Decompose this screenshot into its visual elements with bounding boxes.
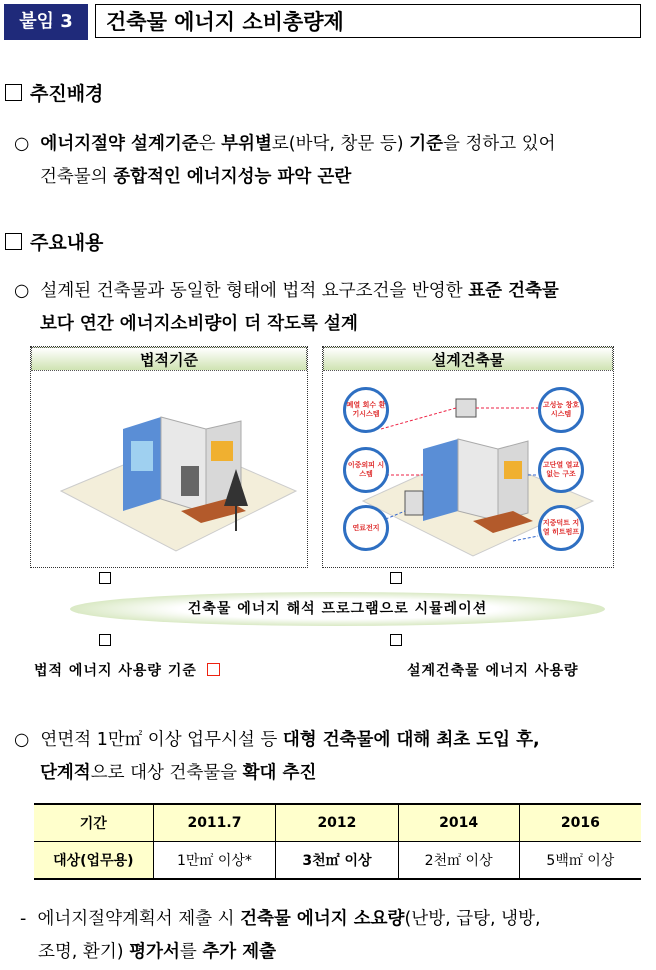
text-bold: 평가서 bbox=[129, 942, 180, 962]
heat-recovery-icon bbox=[343, 387, 389, 433]
text-bold: 기준 bbox=[409, 134, 444, 154]
icon-label: 고성능 창호시스템 bbox=[542, 401, 580, 418]
background-paragraph bbox=[14, 128, 644, 194]
legal-energy-label bbox=[34, 660, 220, 680]
table-cell: 5백㎡ 이상 bbox=[519, 842, 641, 880]
text-bold: 표준 건축물 bbox=[468, 281, 559, 301]
text-bold: 대형 건축물에 대해 최초 도입 후, bbox=[282, 730, 540, 750]
placeholder-box-icon bbox=[390, 572, 402, 584]
text: 에너지절약계획서 제출 시 bbox=[37, 909, 241, 929]
panel-title: 법적기준 bbox=[31, 347, 307, 371]
double-skin-icon bbox=[343, 447, 389, 493]
panel-title: 설계건축물 bbox=[323, 347, 613, 371]
icon-label: 연료전지 bbox=[352, 523, 380, 532]
text: 건축물의 bbox=[40, 167, 114, 187]
submission-paragraph bbox=[20, 903, 646, 969]
dash-mark: - bbox=[20, 909, 27, 929]
placeholder-box-icon bbox=[99, 572, 111, 584]
table-header-row bbox=[34, 804, 641, 842]
placeholder-box-icon bbox=[99, 634, 111, 646]
design-energy-label: 설계건축물 에너지 사용량 bbox=[407, 663, 579, 679]
text: 조명, 환기) bbox=[38, 942, 130, 962]
text-bold: 부위별 bbox=[221, 134, 272, 154]
table-cell: 2011.7 bbox=[153, 804, 276, 842]
legal-standard-panel bbox=[30, 346, 308, 568]
text-bold: 확대 추진 bbox=[242, 763, 317, 783]
section-title: 추진배경 bbox=[30, 83, 104, 105]
text: 을 정하고 있어 bbox=[443, 134, 556, 154]
table-row bbox=[34, 842, 641, 880]
red-box-icon bbox=[207, 663, 220, 676]
text-bold: 단계적 bbox=[40, 763, 91, 783]
insulation-icon bbox=[538, 447, 584, 493]
checkbox-square-icon bbox=[5, 233, 22, 250]
text: 으로 대상 건축물을 bbox=[90, 763, 243, 783]
section-title: 주요내용 bbox=[30, 232, 104, 254]
icon-label: 고단열 열교 없는 구조 bbox=[542, 461, 580, 478]
table-cell: 2012 bbox=[276, 804, 398, 842]
table-cell: 대상(업무용) bbox=[34, 842, 153, 880]
text: 설계된 건축물과 동일한 형태에 법적 요구조건을 반영한 bbox=[40, 281, 469, 301]
text: (난방, 급탕, 냉방, bbox=[404, 909, 541, 929]
standard-building-illustration bbox=[31, 371, 307, 567]
icon-label: 지중덕트 지열 히트펌프 bbox=[542, 519, 580, 536]
icon-label: 폐열 회수 환기시스템 bbox=[346, 401, 386, 418]
window-system-icon bbox=[538, 387, 584, 433]
result-text: 법적 에너지 사용량 기준 bbox=[34, 663, 197, 679]
section-heading-background bbox=[5, 79, 103, 106]
text-bold: 종합적인 에너지성능 파악 곤란 bbox=[113, 167, 352, 187]
text: 연면적 1만㎡ 이상 업무시설 등 bbox=[40, 730, 283, 750]
geothermal-icon bbox=[538, 505, 584, 551]
simulation-banner: 건축물 에너지 해석 프로그램으로 시뮬레이션 bbox=[70, 592, 605, 626]
table-cell: 2016 bbox=[519, 804, 641, 842]
text: 은 bbox=[198, 134, 222, 154]
table-cell: 2천㎡ 이상 bbox=[398, 842, 519, 880]
text: 로(바닥, 창문 등) bbox=[271, 134, 410, 154]
bullet-mark: ○ bbox=[14, 134, 30, 154]
text-bold: 건축물 에너지 소요량 bbox=[240, 909, 405, 929]
text: 를 bbox=[179, 942, 203, 962]
table-cell: 2014 bbox=[398, 804, 519, 842]
table-cell: 기간 bbox=[34, 804, 153, 842]
appendix-badge: 붙임 3 bbox=[4, 4, 88, 40]
design-building-panel bbox=[322, 346, 614, 568]
bullet-mark: ○ bbox=[14, 281, 30, 301]
rollout-paragraph bbox=[14, 724, 644, 790]
text-bold: 추가 제출 bbox=[202, 942, 277, 962]
bullet-mark: ○ bbox=[14, 730, 30, 750]
fuel-cell-icon bbox=[343, 505, 389, 551]
document-title: 건축물 에너지 소비총량제 bbox=[95, 4, 641, 38]
icon-label: 이중외피 시스템 bbox=[347, 461, 385, 478]
content-paragraph bbox=[14, 275, 644, 341]
text-bold: 에너지절약 설계기준 bbox=[40, 134, 199, 154]
table-cell: 1만㎡ 이상* bbox=[153, 842, 276, 880]
section-heading-content bbox=[5, 228, 103, 255]
schedule-table bbox=[34, 803, 641, 880]
text-bold: 보다 연간 에너지소비량이 더 작도록 설계 bbox=[40, 314, 358, 334]
table-cell: 3천㎡ 이상 bbox=[276, 842, 398, 880]
placeholder-box-icon bbox=[390, 634, 402, 646]
checkbox-square-icon bbox=[5, 84, 22, 101]
